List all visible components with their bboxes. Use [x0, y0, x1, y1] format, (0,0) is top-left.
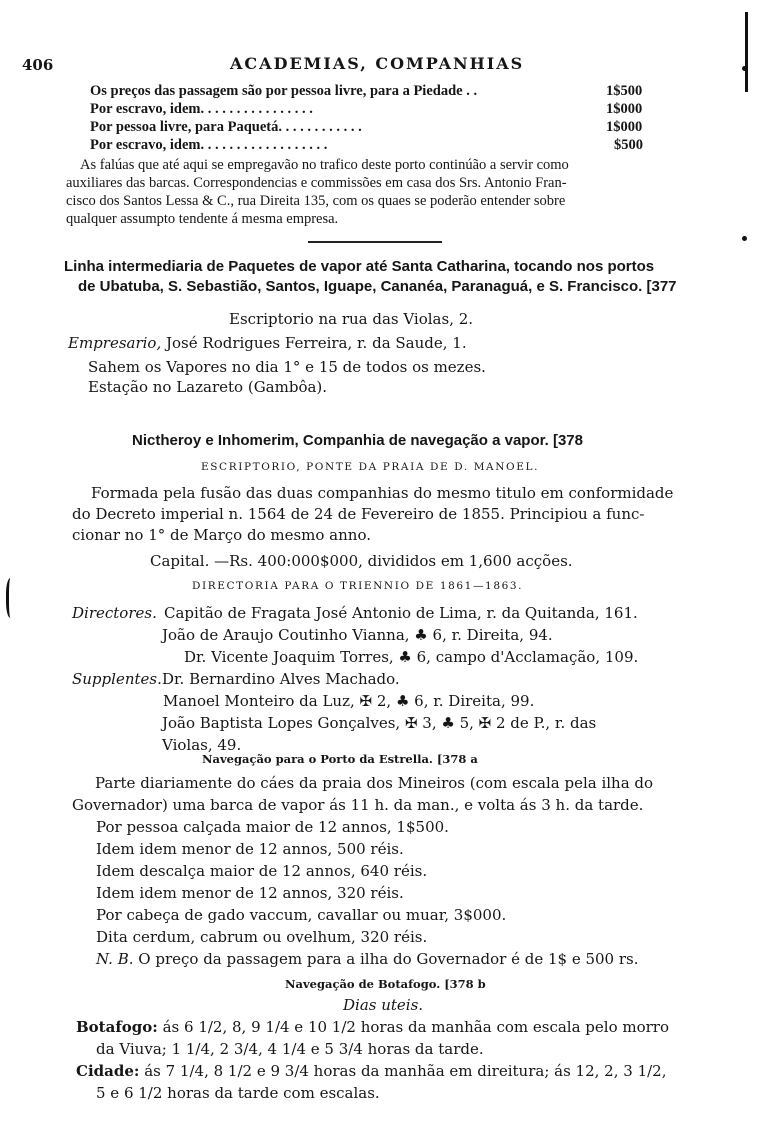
scan-artifact — [6, 578, 17, 618]
schedule-label: Botafogo: — [76, 1018, 158, 1036]
paragraph-line: cisco dos Santos Lessa & C., rua Direita 135, com os quaes se poderão entender sobre — [66, 193, 566, 209]
schedule-line — [76, 1062, 666, 1080]
empresario-line — [68, 334, 467, 352]
supplentes-label: Supplentes. — [72, 670, 162, 688]
paragraph-line: qualquer assumpto tendente á mesma empresa. — [66, 211, 339, 227]
paragraph-line: cionar no 1° de Março do mesmo anno. — [72, 526, 371, 544]
office-address: ESCRIPTORIO, PONTE DA PRAIA DE D. MANOEL. — [201, 461, 540, 473]
director-entry: Dr. Vicente Joaquim Torres, ♣ 6, campo d'Acclamação, 109. — [184, 648, 639, 666]
paragraph-line: do Decreto imperial n. 1564 de 24 de Fevereiro de 1855. Principiou a func- — [72, 505, 645, 523]
section-subtitle: Dias uteis. — [343, 996, 424, 1014]
supplente-entry: Dr. Bernardino Alves Machado. — [162, 670, 400, 688]
nb-line — [96, 950, 639, 968]
fare-price: $500 — [614, 137, 643, 153]
section-title: Linha intermediaria de Paquetes de vapor até Santa Catharina, tocando nos portos — [64, 258, 655, 275]
section-title: de Ubatuba, S. Sebastião, Santos, Iguape, Cananéa, Paranaguá, e S. Francisco. [377 — [78, 278, 677, 295]
paragraph-line: Formada pela fusão das duas companhias do mesmo titulo em conformidade — [91, 484, 674, 502]
fare-price: 1$500 — [606, 83, 643, 99]
price-line: Idem idem menor de 12 annos, 320 réis. — [96, 884, 404, 902]
paragraph-line: Governador) uma barca de vapor ás 11 h. da man., e volta ás 3 h. da tarde. — [72, 796, 644, 814]
fare-label: Por escravo, idem. . . . . . . . . . . . . . . . — [90, 101, 313, 117]
fare-price: 1$000 — [606, 119, 643, 135]
paragraph-line: auxiliares das barcas. Correspondencias e commissões em casa dos Srs. Antonio Fran- — [66, 175, 567, 191]
running-title: ACADEMIAS, COMPANHIAS — [230, 54, 525, 73]
empresario-text: José Rodrigues Ferreira, r. da Saude, 1. — [166, 334, 467, 352]
nb-label: N. B. — [96, 950, 134, 968]
supplente-entry: João Baptista Lopes Gonçalves, ✠ 3, ♣ 5, ✠ 2 de P., r. das — [162, 714, 597, 732]
fare-price: 1$000 — [606, 101, 643, 117]
price-line: Idem idem menor de 12 annos, 500 réis. — [96, 840, 404, 858]
price-line: Por cabeça de gado vaccum, cavallar ou muar, 3$000. — [96, 906, 507, 924]
fare-label: Por pessoa livre, para Paquetá. . . . . . . . . . . . — [90, 119, 362, 135]
schedule-label: Cidade: — [76, 1062, 140, 1080]
section-title: Navegação para o Porto da Estrella. [378 a — [202, 752, 478, 766]
director-entry: João de Araujo Coutinho Vianna, ♣ 6, r. Direita, 94. — [162, 626, 553, 644]
schedule-line — [76, 1018, 669, 1036]
price-line: Por pessoa calçada maior de 12 annos, 1$500. — [96, 818, 449, 836]
nb-text: O preço da passagem para a ilha do Governador é de 1$ e 500 rs. — [138, 950, 639, 968]
info-line: Estação no Lazareto (Gambôa). — [88, 378, 328, 396]
schedule-text: ás 7 1/4, 8 1/2 e 9 3/4 horas da manhãa em direitura; ás 12, 2, 3 1/2, — [144, 1062, 667, 1080]
directores-label: Directores. — [72, 604, 157, 622]
directoria-heading: DIRECTORIA PARA O TRIENNIO DE 1861—1863. — [192, 580, 524, 592]
supplente-entry: Violas, 49. — [162, 736, 242, 754]
director-entry: Capitão de Fragata José Antonio de Lima, r. da Quitanda, 161. — [164, 604, 638, 622]
price-line: Dita cerdum, cabrum ou ovelhum, 320 réis. — [96, 928, 428, 946]
page-number: 406 — [22, 56, 54, 74]
section-title: Navegação de Botafogo. [378 b — [285, 977, 486, 991]
section-divider — [308, 241, 442, 243]
fare-label: Por escravo, idem. . . . . . . . . . . . . . . . . . — [90, 137, 328, 153]
schedule-line: 5 e 6 1/2 horas da tarde com escalas. — [96, 1084, 380, 1102]
page-edge-mark — [745, 12, 748, 92]
paragraph-line: As falúas que até aqui se empregavão no trafico deste porto continúão a servir como — [80, 157, 569, 173]
edge-dot — [742, 236, 747, 241]
schedule-text: ás 6 1/2, 8, 9 1/4 e 10 1/2 horas da manhãa com escala pelo morro — [162, 1018, 669, 1036]
paragraph-line: Parte diariamente do cáes da praia dos Mineiros (com escala pela ilha do — [95, 774, 654, 792]
schedule-line: da Viuva; 1 1/4, 2 3/4, 4 1/4 e 5 3/4 horas da tarde. — [96, 1040, 484, 1058]
fare-label: Os preços das passagem são por pessoa livre, para a Piedade . . — [90, 83, 478, 99]
empresario-label: Empresario, — [68, 334, 162, 352]
office-address: Escriptorio na rua das Violas, 2. — [229, 310, 474, 328]
supplente-entry: Manoel Monteiro da Luz, ✠ 2, ♣ 6, r. Direita, 99. — [163, 692, 535, 710]
section-title: Nictheroy e Inhomerim, Companhia de navegação a vapor. [378 — [132, 432, 583, 449]
capital-line: Capital. —Rs. 400:000$000, divididos em 1,600 acções. — [150, 552, 573, 570]
price-line: Idem descalça maior de 12 annos, 640 réis. — [96, 862, 428, 880]
edge-dot — [742, 66, 747, 71]
info-line: Sahem os Vapores no dia 1° e 15 de todos os mezes. — [88, 358, 486, 376]
